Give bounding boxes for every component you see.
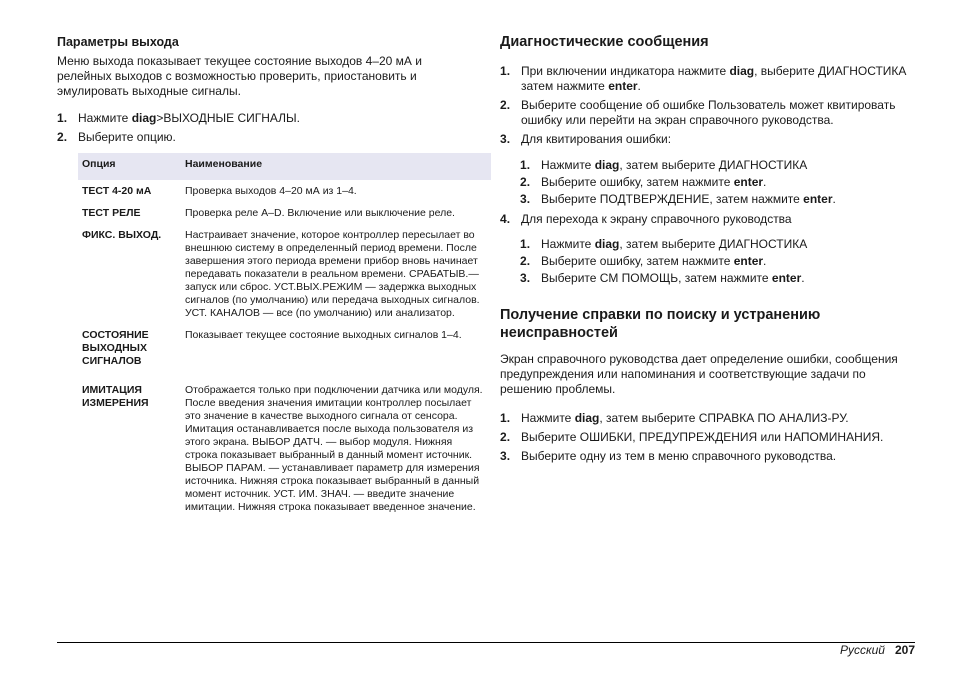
option-cell: ФИКС. ВЫХОД. — [82, 229, 162, 241]
step-number: 4 . — [500, 212, 510, 227]
enter-key: enter — [771, 271, 802, 285]
step-number: 2 . — [500, 430, 510, 445]
help-screen-step-list — [500, 212, 915, 227]
step-number: 1 . — [500, 64, 510, 79]
list-item: 2 . Выберите ОШИБКИ, ПРЕДУПРЕЖДЕНИЯ или НАПОМИНАНИЯ. — [500, 430, 915, 445]
left-column — [57, 34, 483, 514]
diag-key: diag — [131, 111, 157, 125]
list-item: 4 . Для перехода к экрану справочного руководства — [500, 212, 915, 227]
step-number: 2 . — [520, 254, 530, 269]
list-item: 2 . Выберите ошибку, затем нажмите enter. — [520, 175, 915, 190]
step-number: 2 . — [520, 175, 530, 190]
list-item: 1 . Нажмите diag, затем выберите ДИАГНОСТИКА — [520, 237, 915, 252]
troubleshooting-steps-list — [500, 411, 915, 464]
description-cell: Настраивает значение, которое контроллер пересылает во внешнюю систему в определенный период времени. После завершения этого периода времени прибор вновь начинает передавать показатели в реальном времени. СРАБАТЫВ.— запуск или сброс. УСТ.ВЫХ.РЕЖИМ — задержка выходных сигналов (по умолчанию) или передача выходных сигналов. УСТ. КАНАЛОВ — все (по умолчанию) или анализатор. — [185, 229, 480, 319]
list-item: 3 . Для квитирования ошибки: — [500, 132, 915, 147]
table-row — [78, 220, 491, 320]
acknowledge-substeps-list — [520, 158, 915, 207]
diagnostic-steps-list — [500, 64, 915, 147]
troubleshooting-help-intro: Экран справочного руководства дает определение ошибки, сообщения предупреждения или напоминания и соответствующие задачи по решению проблемы. — [500, 352, 898, 396]
list-item: 2 . Выберите сообщение об ошибке Пользователь может квитировать ошибку или перейти на экран справочного руководства. — [500, 98, 915, 128]
column-header-option: Опция — [78, 153, 181, 181]
step-number: 1 . — [520, 237, 530, 252]
help-screen-substeps-list — [520, 237, 915, 286]
table-row — [78, 320, 491, 368]
enter-key: enter — [803, 192, 833, 206]
troubleshooting-help-heading: Получение справки по поиску и устранению неисправностей — [500, 307, 821, 341]
list-item: 3 . Выберите одну из тем в меню справочного руководства. — [500, 449, 915, 464]
description-cell: Проверка реле A–D. Включение или выключение реле. — [185, 207, 455, 219]
diag-key: diag — [574, 411, 600, 425]
description-cell: Показывает текущее состояние выходных сигналов 1–4. — [185, 329, 462, 341]
enter-key: enter — [733, 175, 764, 189]
step-number: 1 . — [57, 111, 67, 126]
option-cell: ИМИТАЦИЯ ИЗМЕРЕНИЯ — [82, 384, 149, 409]
step-number: 3 . — [520, 192, 530, 207]
list-item: 1 . Нажмите diag>ВЫХОДНЫЕ СИГНАЛЫ. — [57, 111, 472, 126]
output-settings-heading: Параметры выхода — [57, 35, 179, 49]
description-cell: Проверка выходов 4–20 мА из 1–4. — [181, 181, 491, 199]
option-cell: СОСТОЯНИЕ ВЫХОДНЫХ СИГНАЛОВ — [82, 329, 149, 367]
list-item: 3 . Выберите ПОДТВЕРЖДЕНИЕ, затем нажмите enter. — [520, 192, 915, 207]
step-number: 2 . — [500, 98, 510, 113]
list-item: 1 . Нажмите diag, затем выберите ДИАГНОСТИКА — [520, 158, 915, 173]
footer-divider — [57, 642, 915, 643]
options-table — [78, 153, 491, 514]
output-steps-list — [57, 111, 472, 145]
diagnostic-messages-heading: Диагностические сообщения — [500, 34, 709, 50]
step-number: 3 . — [500, 132, 510, 147]
diag-key: diag — [594, 237, 620, 251]
enter-key: enter — [608, 79, 638, 93]
step-number: 3 . — [500, 449, 510, 464]
list-item: 1 . Нажмите diag, затем выберите СПРАВКА ПО АНАЛИЗ-РУ. — [500, 411, 915, 426]
table-row — [78, 368, 491, 514]
step-number: 2 . — [57, 130, 67, 145]
output-settings-intro: Меню выхода показывает текущее состояние выходов 4–20 мА и релейных выходов с возможностью проверить, приостановить и эмулировать выходные сигналы. — [57, 54, 422, 98]
step-number: 1 . — [500, 411, 510, 426]
footer-language: Русский — [839, 643, 885, 657]
list-item: 2 . Выберите ошибку, затем нажмите enter. — [520, 254, 915, 269]
enter-key: enter — [733, 254, 764, 268]
description-cell: Отображается только при подключении датчика или модуля. После введения значения имитации контроллер посылает это значение в качестве выходного сигнала от сенсора. Имитация останавливается после выхода пользователя из этого экрана. ВЫБОР ДАТЧ. — выбор модуля. Нижняя строка показывает выбранный в данный момент источник. ВЫБОР ПАРАМ. — устанавливает параметр для измерения источника. Нижняя строка показывает выбранный в данный момент источник. УСТ. ИМ. ЗНАЧ. — введите значение имитации. Нижняя строка показывает введенное значение. — [185, 384, 483, 513]
list-item: 3 . Выберите СМ ПОМОЩЬ, затем нажмите enter. — [520, 271, 915, 286]
table-header-row — [78, 153, 491, 181]
step-number: 1 . — [520, 158, 530, 173]
option-cell: ТЕСТ РЕЛЕ — [82, 207, 141, 219]
right-column — [500, 33, 915, 464]
column-header-name: Наименование — [181, 153, 491, 181]
diag-key: diag — [594, 158, 620, 172]
diag-key: diag — [729, 64, 755, 78]
list-item: 1 . При включении индикатора нажмите diag, выберите ДИАГНОСТИКА затем нажмите enter. — [500, 64, 915, 94]
page-footer — [840, 643, 915, 657]
page-number: 207 — [894, 643, 915, 657]
option-cell: ТЕСТ 4-20 мА — [78, 181, 181, 199]
table-row — [78, 181, 491, 199]
list-item: 2 . Выберите опцию. — [57, 130, 472, 145]
step-number: 3 . — [520, 271, 530, 286]
table-row — [78, 198, 491, 220]
